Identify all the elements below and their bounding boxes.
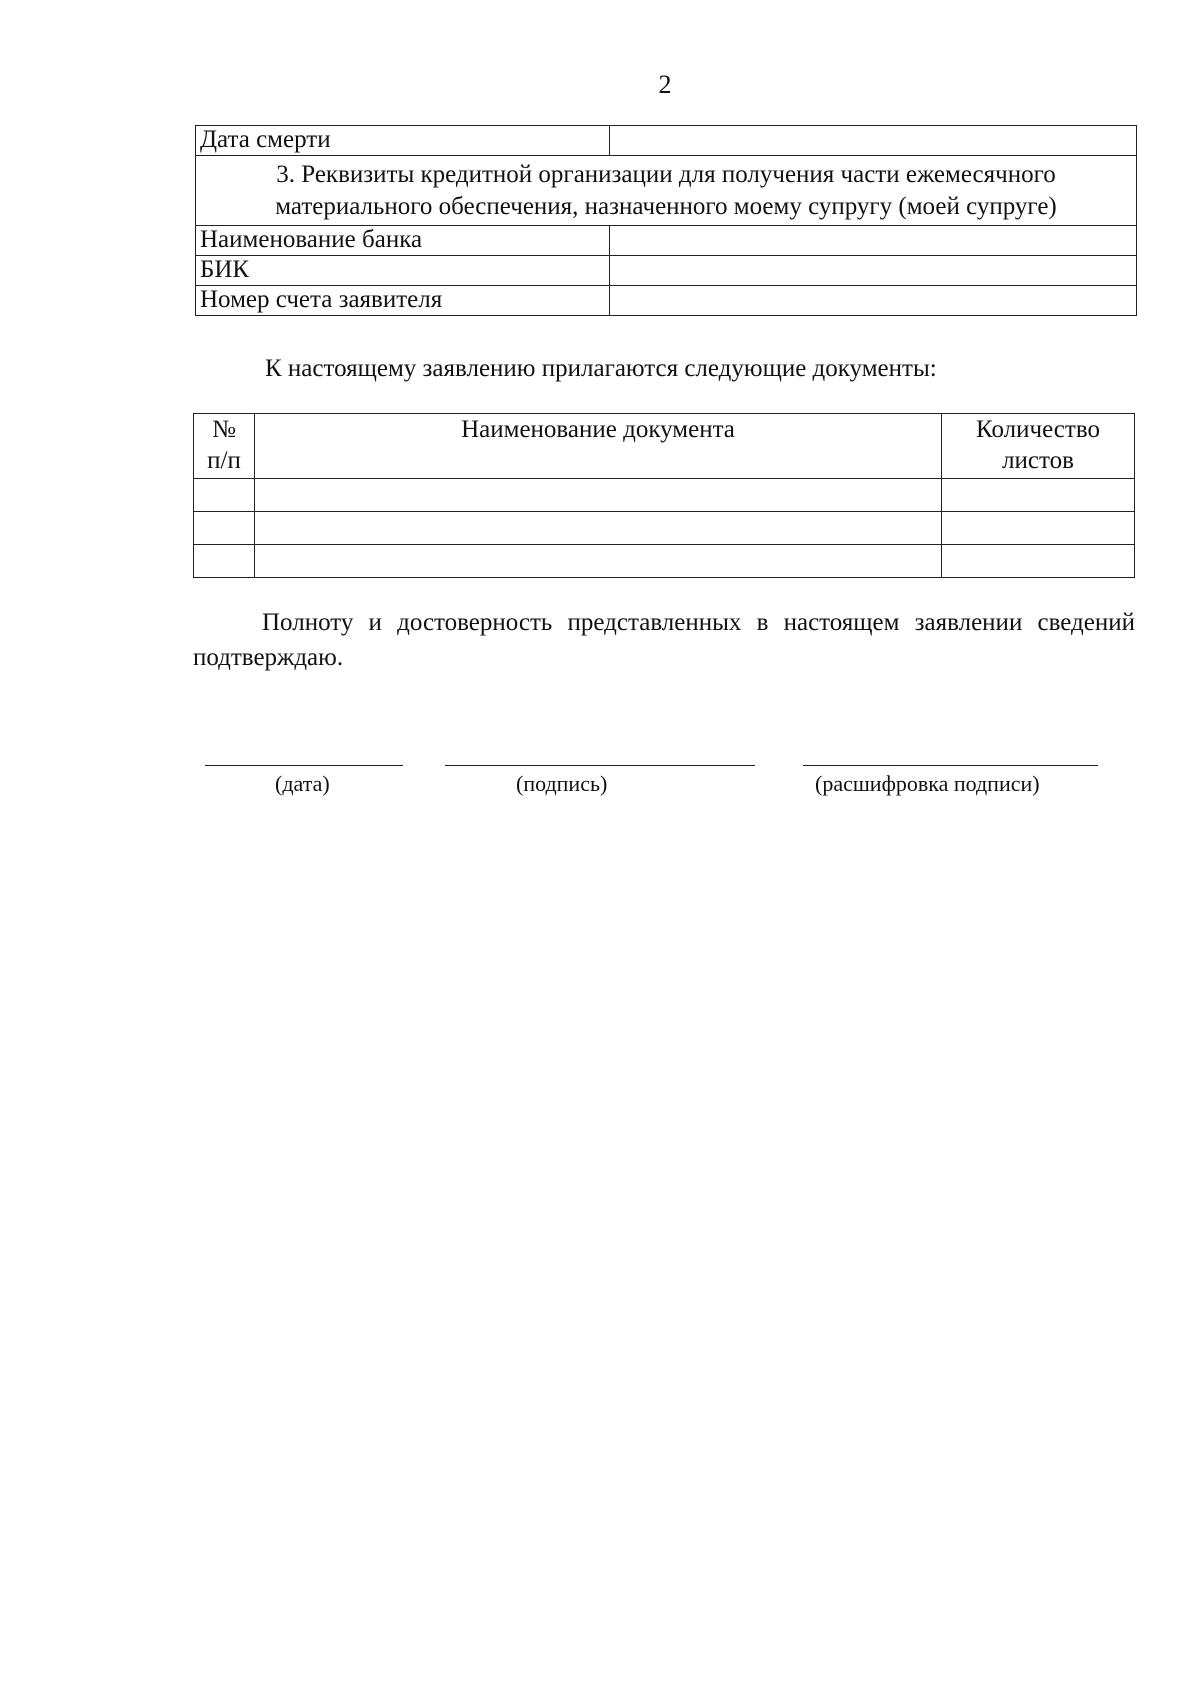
column-header-sheet-count	[942, 414, 1135, 479]
signature-decoding-caption: (расшифровка подписи)	[815, 771, 1040, 796]
table-row	[196, 256, 1137, 286]
column-header-sheet-count-line2: листов	[1002, 447, 1074, 474]
table-row	[196, 226, 1137, 256]
date-line[interactable]	[205, 765, 403, 766]
table-row	[196, 126, 1137, 156]
confirmation-text: Полноту и достоверность представленных в настоящем заявлении сведений подтверждаю.	[193, 609, 1135, 671]
column-header-number-line1: №	[212, 416, 236, 443]
attached-documents-table	[193, 413, 1135, 578]
document-name-cell[interactable]	[255, 545, 942, 578]
sheet-count-cell[interactable]	[942, 512, 1135, 545]
document-name-cell[interactable]	[255, 512, 942, 545]
death-date-field[interactable]	[610, 126, 1137, 156]
row-number-cell[interactable]	[194, 479, 255, 512]
column-header-document-name: Наименование документа	[255, 414, 942, 479]
table-row	[194, 479, 1135, 512]
account-number-field[interactable]	[610, 286, 1137, 316]
attachments-intro: К настоящему заявлению прилагаются следующие документы:	[265, 355, 937, 382]
document-name-cell[interactable]	[255, 479, 942, 512]
section-heading-line1: 3. Реквизиты кредитной организации для получения части ежемесячного	[276, 161, 1056, 188]
signature-decoding-line[interactable]	[803, 765, 1098, 766]
table-row	[194, 545, 1135, 578]
column-header-number	[194, 414, 255, 479]
death-date-label: Дата смерти	[196, 126, 610, 156]
table-header-row	[194, 414, 1135, 479]
table-row	[196, 286, 1137, 316]
bank-name-label: Наименование банка	[196, 226, 610, 256]
signature-line[interactable]	[445, 765, 755, 766]
row-number-cell[interactable]	[194, 512, 255, 545]
page-number: 2	[658, 70, 672, 99]
bik-field[interactable]	[610, 256, 1137, 286]
sheet-count-cell[interactable]	[942, 479, 1135, 512]
bank-requisites-table	[195, 125, 1137, 316]
account-number-label: Номер счета заявителя	[196, 286, 610, 316]
signature-caption: (подпись)	[516, 771, 608, 796]
section-heading-line2: материального обеспечения, назначенного моему супругу (моей супруге)	[275, 193, 1057, 220]
bank-name-field[interactable]	[610, 226, 1137, 256]
column-header-number-line2: п/п	[207, 447, 241, 474]
table-row	[194, 512, 1135, 545]
bik-label: БИК	[196, 256, 610, 286]
row-number-cell[interactable]	[194, 545, 255, 578]
column-header-sheet-count-line1: Количество	[976, 416, 1100, 443]
section-heading	[196, 156, 1137, 226]
date-caption: (дата)	[275, 771, 330, 796]
table-row	[196, 156, 1137, 226]
sheet-count-cell[interactable]	[942, 545, 1135, 578]
